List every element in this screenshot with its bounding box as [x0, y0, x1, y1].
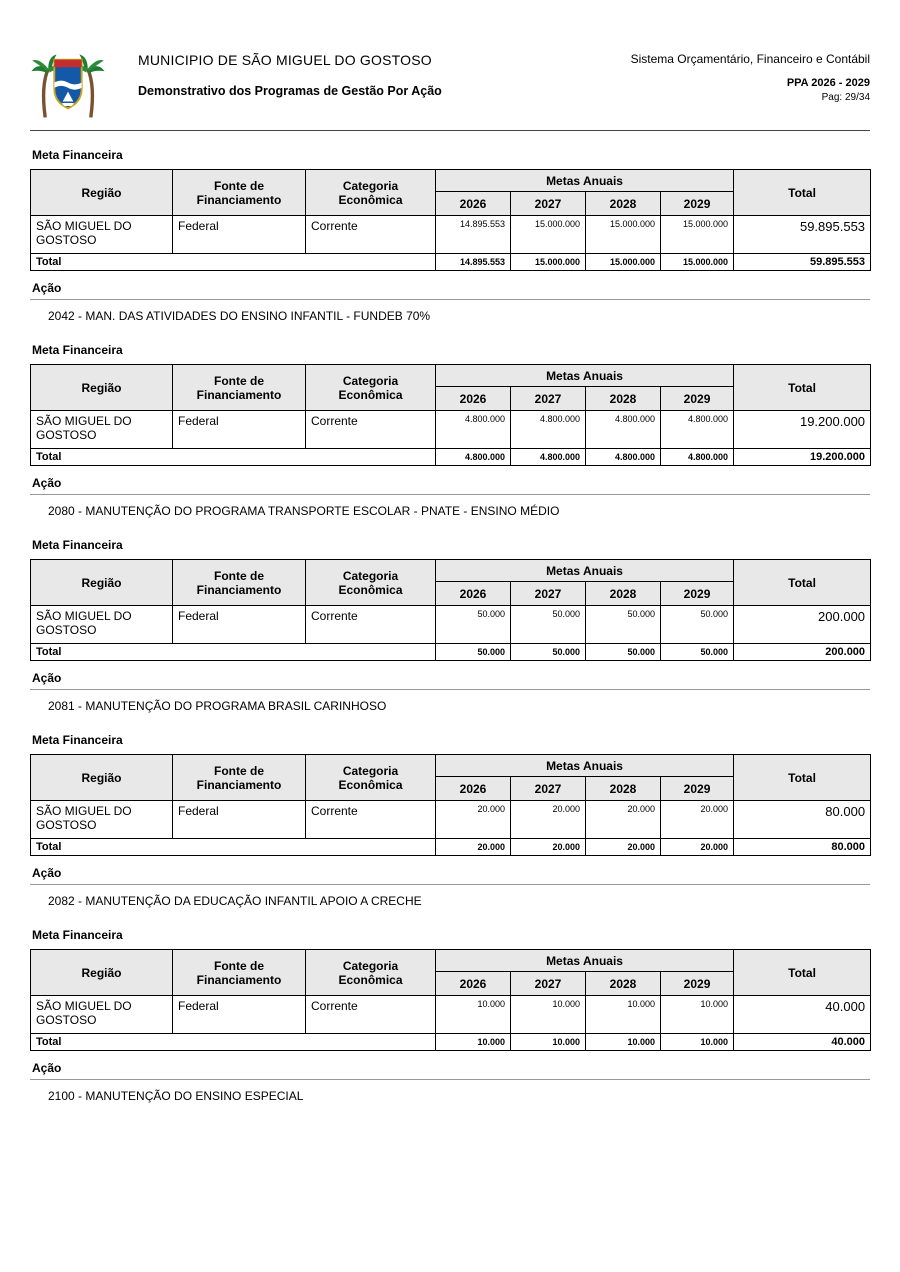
year-header-2027: 2027 [511, 582, 586, 606]
col-header-categoria [306, 560, 436, 606]
col-header-fonte-label: Fonte de Financiamento [196, 958, 282, 987]
col-header-regiao: Região [31, 365, 173, 411]
col-header-fonte-label: Fonte de Financiamento [196, 568, 282, 597]
meta-value-2026: 10.000 [436, 996, 511, 1034]
region-cell: SÃO MIGUEL DO GOSTOSO [31, 216, 173, 254]
total-value-2029: 50.000 [661, 644, 734, 661]
year-header-2029: 2029 [661, 972, 734, 996]
total-value-2027: 10.000 [511, 1034, 586, 1051]
col-header-total: Total [734, 560, 871, 606]
meta-financeira-label: Meta Financeira [32, 733, 123, 747]
meta-value-2028: 4.800.000 [586, 411, 661, 449]
total-value-2027: 4.800.000 [511, 449, 586, 466]
fonte-cell: Federal [173, 216, 306, 254]
row-total-cell: 59.895.553 [734, 216, 871, 254]
table-header-row [31, 950, 871, 972]
col-header-fonte-label: Fonte de Financiamento [196, 763, 282, 792]
categoria-cell: Corrente [306, 996, 436, 1034]
row-total-cell: 40.000 [734, 996, 871, 1034]
year-header-2028: 2028 [586, 972, 661, 996]
report-section [30, 928, 870, 1103]
meta-value-2027: 10.000 [511, 996, 586, 1034]
fonte-cell: Federal [173, 996, 306, 1034]
table-header-row [31, 560, 871, 582]
fonte-cell: Federal [173, 801, 306, 839]
meta-financeira-table [30, 364, 871, 466]
year-header-2028: 2028 [586, 387, 661, 411]
col-header-metas-anuais: Metas Anuais [436, 365, 734, 387]
meta-value-2027: 4.800.000 [511, 411, 586, 449]
year-header-2026: 2026 [436, 192, 511, 216]
grand-total-cell: 200.000 [734, 644, 871, 661]
total-value-2026: 10.000 [436, 1034, 511, 1051]
acao-heading: Ação [30, 476, 870, 495]
meta-value-2028: 50.000 [586, 606, 661, 644]
col-header-metas-anuais: Metas Anuais [436, 560, 734, 582]
meta-value-2029: 10.000 [661, 996, 734, 1034]
col-header-categoria [306, 170, 436, 216]
total-value-2027: 15.000.000 [511, 254, 586, 271]
table-total-row [31, 1034, 871, 1051]
total-value-2028: 50.000 [586, 644, 661, 661]
col-header-total: Total [734, 365, 871, 411]
total-value-2028: 10.000 [586, 1034, 661, 1051]
grand-total-cell: 80.000 [734, 839, 871, 856]
col-header-fonte-label: Fonte de Financiamento [196, 373, 282, 402]
total-row-label: Total [31, 254, 436, 271]
acao-heading: Ação [30, 866, 870, 885]
meta-value-2028: 20.000 [586, 801, 661, 839]
col-header-categoria [306, 365, 436, 411]
total-value-2029: 4.800.000 [661, 449, 734, 466]
year-header-2029: 2029 [661, 387, 734, 411]
table-header-row [31, 365, 871, 387]
col-header-metas-anuais: Metas Anuais [436, 755, 734, 777]
meta-financeira-table [30, 559, 871, 661]
acao-heading: Ação [30, 1061, 870, 1080]
col-header-fonte [173, 560, 306, 606]
meta-financeira-table [30, 169, 871, 271]
region-cell: SÃO MIGUEL DO GOSTOSO [31, 996, 173, 1034]
col-header-total: Total [734, 755, 871, 801]
table-total-row [31, 839, 871, 856]
ppa-period: PPA 2026 - 2029 [786, 77, 870, 89]
table-total-row [31, 644, 871, 661]
total-value-2027: 50.000 [511, 644, 586, 661]
meta-value-2029: 50.000 [661, 606, 734, 644]
col-header-metas-anuais: Metas Anuais [436, 950, 734, 972]
meta-value-2027: 50.000 [511, 606, 586, 644]
col-header-categoria [306, 950, 436, 996]
table-row [31, 801, 871, 839]
table-row [31, 606, 871, 644]
col-header-regiao: Região [31, 755, 173, 801]
meta-value-2029: 20.000 [661, 801, 734, 839]
acao-description: 2082 - MANUTENÇÃO DA EDUCAÇÃO INFANTIL APOIO A CRECHE [48, 894, 422, 908]
report-section [30, 733, 870, 908]
categoria-cell: Corrente [306, 411, 436, 449]
acao-description: 2081 - MANUTENÇÃO DO PROGRAMA BRASIL CARINHOSO [48, 699, 387, 713]
total-value-2026: 20.000 [436, 839, 511, 856]
year-header-2026: 2026 [436, 972, 511, 996]
year-header-2028: 2028 [586, 777, 661, 801]
table-total-row [31, 449, 871, 466]
acao-description: 2080 - MANUTENÇÃO DO PROGRAMA TRANSPORTE ESCOLAR - PNATE - ENSINO MÉDIO [48, 504, 560, 518]
meta-value-2026: 20.000 [436, 801, 511, 839]
col-header-metas-anuais: Metas Anuais [436, 170, 734, 192]
year-header-2026: 2026 [436, 582, 511, 606]
row-total-cell: 19.200.000 [734, 411, 871, 449]
header-right-block [631, 44, 870, 103]
table-row [31, 411, 871, 449]
grand-total-cell: 19.200.000 [734, 449, 871, 466]
year-header-2029: 2029 [661, 582, 734, 606]
system-name: Sistema Orçamentário, Financeiro e Contábil [630, 52, 870, 66]
year-header-2026: 2026 [436, 777, 511, 801]
header-divider [30, 130, 870, 131]
year-header-2027: 2027 [511, 387, 586, 411]
col-header-fonte [173, 755, 306, 801]
grand-total-cell: 40.000 [734, 1034, 871, 1051]
meta-financeira-label: Meta Financeira [32, 538, 123, 552]
year-header-2028: 2028 [586, 582, 661, 606]
meta-financeira-label: Meta Financeira [32, 928, 123, 942]
categoria-cell: Corrente [306, 801, 436, 839]
col-header-categoria-label: Categoria Econômica [338, 178, 403, 207]
meta-value-2028: 15.000.000 [586, 216, 661, 254]
municipality-coat-of-arms-icon [30, 44, 106, 124]
page-number: Pag: 29/34 [821, 92, 870, 103]
table-row [31, 216, 871, 254]
meta-value-2026: 4.800.000 [436, 411, 511, 449]
meta-financeira-table [30, 949, 871, 1051]
acao-heading: Ação [30, 671, 870, 690]
total-value-2026: 4.800.000 [436, 449, 511, 466]
year-header-2027: 2027 [511, 192, 586, 216]
row-total-cell: 80.000 [734, 801, 871, 839]
report-section [30, 343, 870, 518]
col-header-regiao: Região [31, 950, 173, 996]
meta-financeira-label: Meta Financeira [32, 343, 123, 357]
acao-description: 2100 - MANUTENÇÃO DO ENSINO ESPECIAL [48, 1089, 304, 1103]
report-section [30, 538, 870, 713]
acao-heading: Ação [30, 281, 870, 300]
region-cell: SÃO MIGUEL DO GOSTOSO [31, 801, 173, 839]
year-header-2028: 2028 [586, 192, 661, 216]
col-header-fonte [173, 950, 306, 996]
col-header-regiao: Região [31, 170, 173, 216]
col-header-total: Total [734, 950, 871, 996]
total-value-2029: 15.000.000 [661, 254, 734, 271]
year-header-2027: 2027 [511, 972, 586, 996]
meta-value-2027: 20.000 [511, 801, 586, 839]
total-value-2029: 10.000 [661, 1034, 734, 1051]
fonte-cell: Federal [173, 606, 306, 644]
total-row-label: Total [31, 644, 436, 661]
table-header-row [31, 170, 871, 192]
col-header-categoria-label: Categoria Econômica [338, 958, 403, 987]
col-header-categoria [306, 755, 436, 801]
grand-total-cell: 59.895.553 [734, 254, 871, 271]
total-value-2026: 14.895.553 [436, 254, 511, 271]
meta-value-2027: 15.000.000 [511, 216, 586, 254]
meta-value-2026: 50.000 [436, 606, 511, 644]
total-value-2029: 20.000 [661, 839, 734, 856]
year-header-2029: 2029 [661, 192, 734, 216]
meta-value-2029: 15.000.000 [661, 216, 734, 254]
year-header-2026: 2026 [436, 387, 511, 411]
table-row [31, 996, 871, 1034]
col-header-fonte [173, 170, 306, 216]
region-cell: SÃO MIGUEL DO GOSTOSO [31, 411, 173, 449]
table-total-row [31, 254, 871, 271]
total-value-2026: 50.000 [436, 644, 511, 661]
table-header-row [31, 755, 871, 777]
meta-value-2026: 14.895.553 [436, 216, 511, 254]
total-row-label: Total [31, 1034, 436, 1051]
meta-financeira-label: Meta Financeira [32, 148, 123, 162]
meta-value-2029: 4.800.000 [661, 411, 734, 449]
report-section [30, 148, 870, 323]
total-value-2028: 15.000.000 [586, 254, 661, 271]
col-header-fonte-label: Fonte de Financiamento [196, 178, 282, 207]
total-value-2028: 4.800.000 [586, 449, 661, 466]
region-cell: SÃO MIGUEL DO GOSTOSO [31, 606, 173, 644]
header-title-block [138, 44, 442, 98]
report-title: Demonstrativo dos Programas de Gestão Por Ação [138, 84, 442, 98]
total-value-2028: 20.000 [586, 839, 661, 856]
acao-description: 2042 - MAN. DAS ATIVIDADES DO ENSINO INFANTIL - FUNDEB 70% [48, 309, 431, 323]
year-header-2027: 2027 [511, 777, 586, 801]
total-value-2027: 20.000 [511, 839, 586, 856]
report-header [30, 44, 870, 124]
col-header-regiao: Região [31, 560, 173, 606]
categoria-cell: Corrente [306, 216, 436, 254]
meta-financeira-table [30, 754, 871, 856]
total-row-label: Total [31, 449, 436, 466]
col-header-categoria-label: Categoria Econômica [338, 568, 403, 597]
meta-value-2028: 10.000 [586, 996, 661, 1034]
total-row-label: Total [31, 839, 436, 856]
categoria-cell: Corrente [306, 606, 436, 644]
col-header-categoria-label: Categoria Econômica [338, 373, 403, 402]
year-header-2029: 2029 [661, 777, 734, 801]
col-header-categoria-label: Categoria Econômica [338, 763, 403, 792]
col-header-total: Total [734, 170, 871, 216]
col-header-fonte [173, 365, 306, 411]
row-total-cell: 200.000 [734, 606, 871, 644]
fonte-cell: Federal [173, 411, 306, 449]
municipality-name: MUNICIPIO DE SÃO MIGUEL DO GOSTOSO [138, 52, 432, 68]
